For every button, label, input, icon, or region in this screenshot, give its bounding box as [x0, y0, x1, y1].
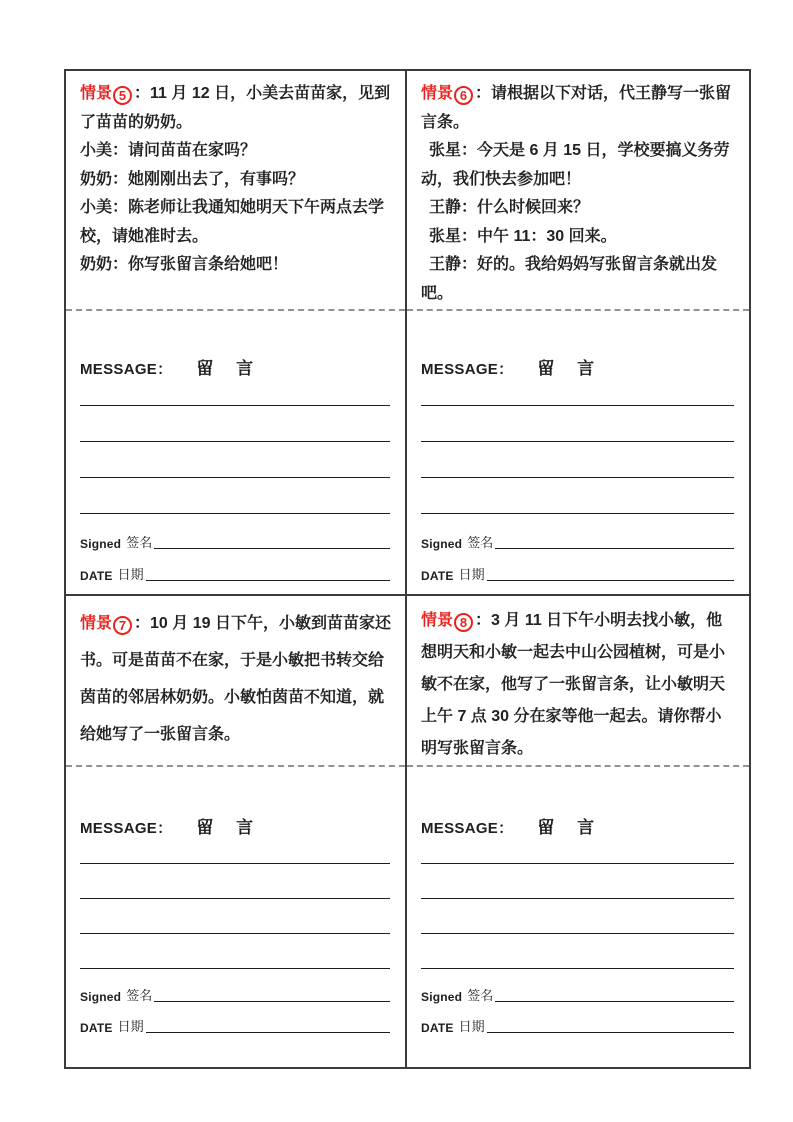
message-label-cn: 留 言 — [196, 359, 263, 378]
scenario-card-6 — [405, 71, 749, 594]
date-label-cn: 日期 — [458, 1019, 485, 1034]
message-label-cn: 留 言 — [537, 818, 604, 837]
scenario-8-text — [407, 596, 749, 765]
message-section — [66, 311, 405, 594]
scenario-label: 情景 — [421, 612, 454, 629]
date-label-cn: 日期 — [458, 567, 485, 582]
title-colon: ： — [475, 85, 492, 102]
date-label-cn: 日期 — [117, 567, 144, 582]
circled-number-icon: 8 — [454, 613, 473, 632]
dialogue-line: 王静：什么时候回来？ — [429, 199, 590, 216]
date-row — [80, 1016, 390, 1035]
blank-writing-line — [80, 478, 390, 514]
dialogue-line: 奶奶：你写张留言条给她吧！ — [80, 256, 289, 273]
blank-writing-line — [80, 864, 390, 899]
signed-label: Signed — [421, 537, 463, 551]
scenario-7-text — [66, 596, 405, 765]
blank-writing-line — [421, 864, 734, 899]
signed-row — [421, 985, 734, 1004]
signature-blank-line — [154, 1001, 390, 1002]
scenario-intro — [421, 80, 736, 137]
blank-writing-line — [80, 838, 390, 864]
scenario-intro-text: 10 月 19 日下午，小敏到苗苗家还书。可是苗苗不在家，于是小敏把书转交给茵苗的邻居林奶奶。小敏怕茵苗不知道，就给她写了一张留言条。 — [80, 615, 391, 743]
date-label: DATE — [421, 1021, 454, 1035]
date-label: DATE — [80, 1021, 113, 1035]
message-section — [407, 767, 749, 1067]
date-label-cn: 日期 — [117, 1019, 144, 1034]
blank-writing-line — [421, 379, 734, 406]
scenario-6-text — [407, 71, 749, 309]
dialogue-line: 小美：陈老师让我通知她明天下午两点去学校，请她准时去。 — [80, 199, 385, 245]
circled-number-icon: 7 — [113, 616, 132, 635]
blank-writing-line — [421, 478, 734, 514]
message-heading — [421, 813, 734, 838]
message-label: MESSAGE： — [421, 820, 514, 837]
blank-writing-line — [80, 442, 390, 478]
date-row — [421, 564, 734, 583]
scenario-intro-text: 11 月 12 日，小美去苗苗家，见到了苗苗的奶奶。 — [80, 85, 391, 131]
blank-writing-line — [421, 838, 734, 864]
blank-writing-line — [80, 406, 390, 442]
date-blank-line — [146, 1032, 390, 1033]
scenario-card-5 — [66, 71, 405, 594]
circled-number-icon: 5 — [113, 86, 132, 105]
dialogue-line: 张星：中午 11：30 回来。 — [429, 227, 617, 245]
circled-number-icon: 6 — [454, 86, 473, 105]
blank-writing-line — [80, 934, 390, 969]
scenario-intro-text: 请根据以下对话，代王静写一张留言条。 — [421, 85, 732, 131]
title-colon: ： — [134, 615, 151, 632]
blank-writing-line — [80, 899, 390, 934]
date-blank-line — [487, 580, 734, 581]
blank-writing-line — [421, 899, 734, 934]
dialogue-line: 王静：好的。我给妈妈写张留言条就出发吧。 — [421, 256, 718, 302]
signed-label: Signed — [80, 537, 122, 551]
scenario-intro — [421, 605, 736, 765]
scenario-label: 情景 — [421, 85, 454, 102]
message-label: MESSAGE： — [80, 820, 173, 837]
date-row — [80, 564, 390, 583]
scenario-card-8 — [405, 594, 749, 1067]
signature-blank-line — [154, 548, 390, 549]
message-heading — [80, 354, 390, 379]
title-colon: ： — [475, 612, 492, 629]
date-row — [421, 1016, 734, 1035]
blank-writing-line — [421, 934, 734, 969]
blank-writing-line — [421, 442, 734, 478]
dialogue-line: 小美：请问苗苗在家吗？ — [80, 142, 257, 159]
dialogue-line: 奶奶：她刚刚出去了，有事吗？ — [80, 170, 305, 188]
message-heading — [421, 354, 734, 379]
message-label-cn: 留 言 — [537, 359, 604, 378]
worksheet-grid — [64, 69, 751, 1069]
message-section — [66, 767, 405, 1067]
signed-label: Signed — [421, 990, 463, 1004]
signed-label-cn: 签名 — [467, 988, 494, 1003]
message-section — [407, 311, 749, 594]
title-colon: ： — [134, 85, 151, 102]
signed-row — [80, 985, 390, 1004]
scenario-label: 情景 — [80, 85, 113, 102]
scenario-intro — [80, 80, 392, 137]
date-label: DATE — [421, 569, 454, 583]
message-label: MESSAGE： — [421, 361, 514, 378]
signed-row — [80, 532, 390, 551]
blank-writing-line — [80, 379, 390, 406]
scenario-5-text — [66, 71, 405, 309]
signed-label-cn: 签名 — [126, 988, 153, 1003]
blank-writing-line — [421, 406, 734, 442]
dialogue-line: 张星：今天是 6 月 15 日，学校要搞义务劳动，我们快去参加吧！ — [421, 142, 730, 188]
date-label: DATE — [80, 569, 113, 583]
date-blank-line — [487, 1032, 734, 1033]
scenario-card-7 — [66, 594, 405, 1067]
signed-label-cn: 签名 — [126, 535, 153, 550]
signed-row — [421, 532, 734, 551]
signature-blank-line — [495, 548, 734, 549]
date-blank-line — [146, 580, 390, 581]
scenario-intro-text: 3 月 11 日下午小明去找小敏，他想明天和小敏一起去中山公园植树，可是小敏不在家，他写了一张留言条，让小敏明天上午 7 点 30 分在家等他一起去。请你帮小明写张留言条。 — [421, 612, 726, 757]
signed-label: Signed — [80, 990, 122, 1004]
message-label: MESSAGE： — [80, 361, 173, 378]
signature-blank-line — [495, 1001, 734, 1002]
scenario-label: 情景 — [80, 615, 113, 632]
message-label-cn: 留 言 — [196, 818, 263, 837]
scenario-intro — [80, 605, 392, 753]
message-heading — [80, 813, 390, 838]
signed-label-cn: 签名 — [467, 535, 494, 550]
